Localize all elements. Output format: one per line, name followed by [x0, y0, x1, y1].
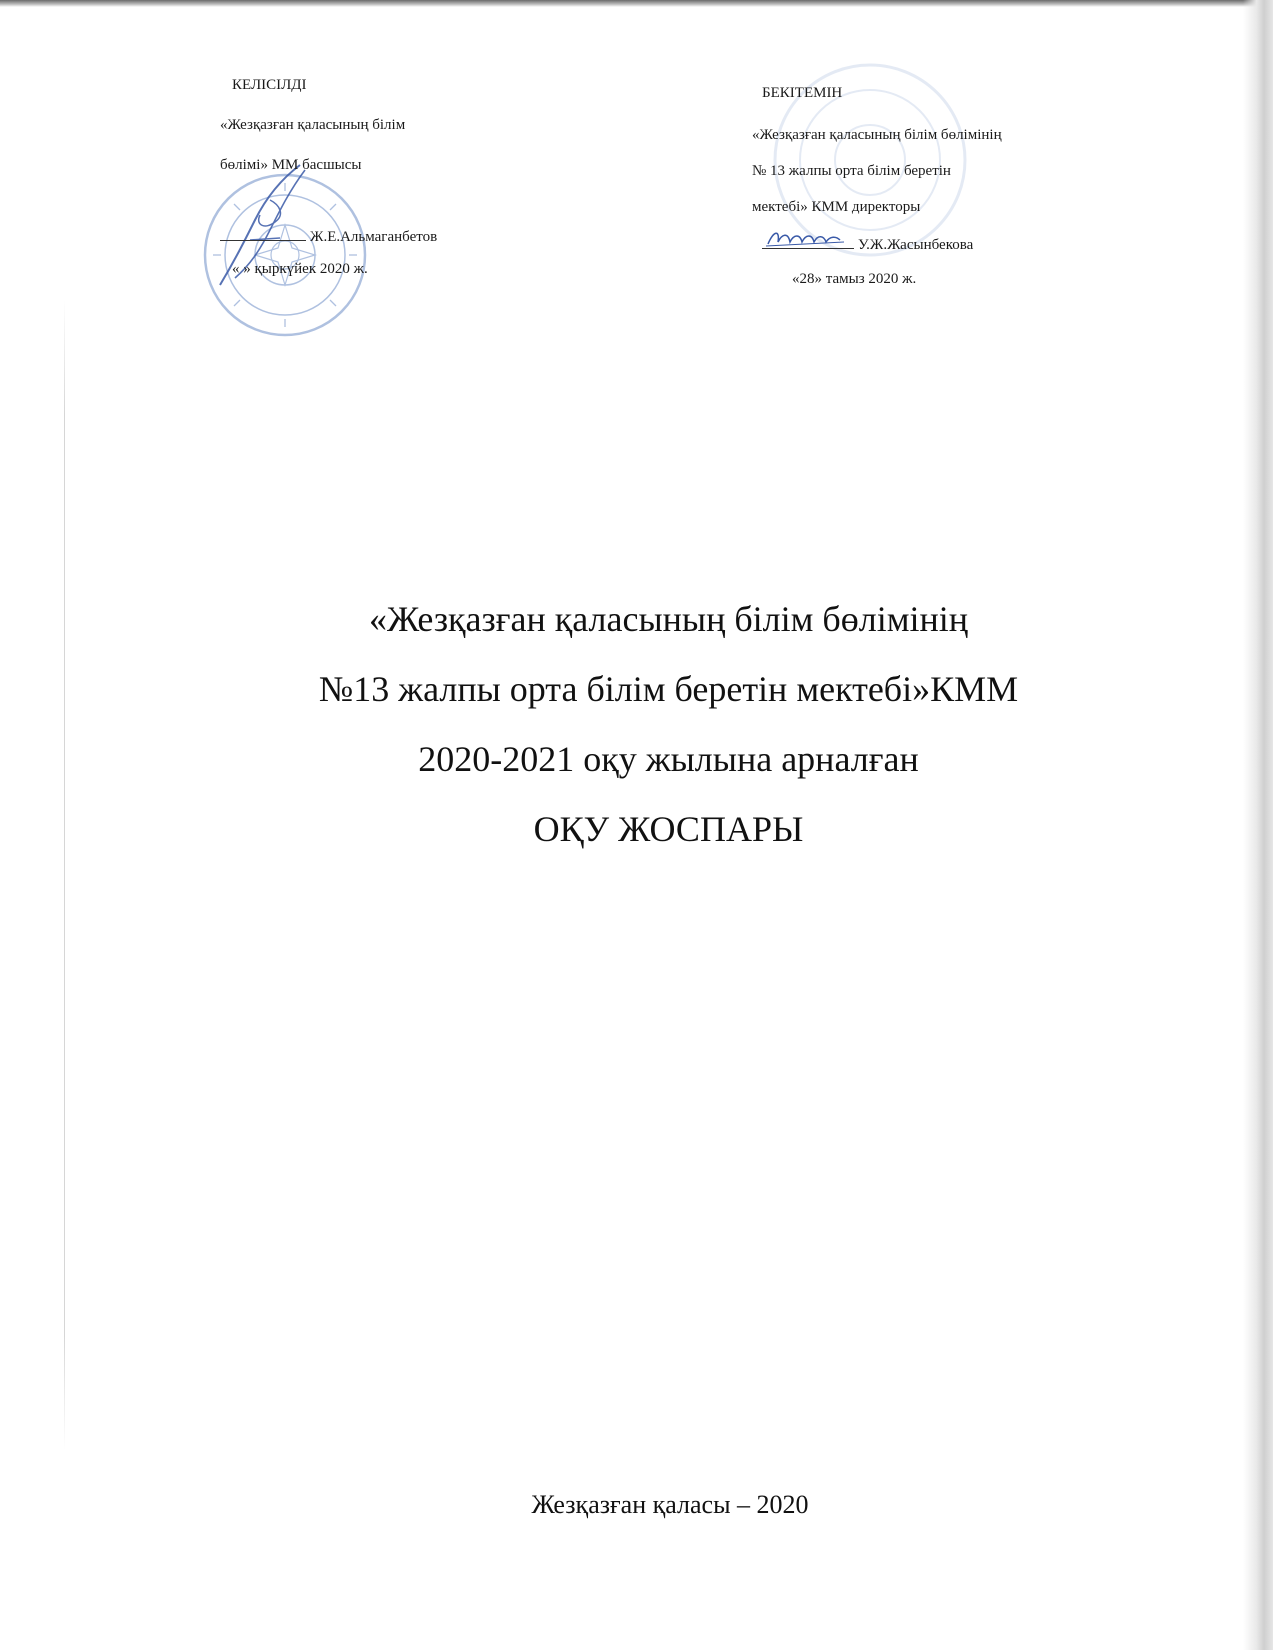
footer-city-year: Жезқазған қаласы – 2020: [531, 1490, 809, 1519]
approved-signatory: У.Ж.Жасынбекова: [858, 237, 974, 253]
scan-top-edge: [0, 0, 1273, 7]
title-line-4: ОҚУ ЖОСПАРЫ: [533, 809, 804, 849]
agreed-signatory: Ж.Е.Альмаганбетов: [310, 229, 438, 245]
approved-signatory-line: [762, 236, 973, 253]
approved-date: «28» тамыз 2020 ж.: [792, 271, 917, 287]
approved-org-line2: № 13 жалпы орта білім беретін: [752, 163, 951, 179]
title-line-3: 2020-2021 оқу жылына арналған: [418, 739, 919, 779]
agreed-org-line1: «Жезқазған қаласының білім: [220, 117, 406, 133]
title-line-1: «Жезқазған қаласының білім бөлімінің: [368, 599, 969, 639]
agreed-org-line2: бөлімі» ММ басшысы: [220, 157, 362, 173]
agreed-heading: КЕЛІСІЛДІ: [232, 77, 307, 93]
agreed-date: « » қыркүйек 2020 ж.: [232, 261, 368, 277]
approved-org-line3: мектебі» КММ директоры: [752, 199, 921, 215]
signature-underline-right: [762, 236, 854, 249]
signature-underline: [220, 228, 306, 241]
agreed-signatory-line: [220, 228, 437, 245]
approved-heading: БЕКІТЕМІН: [762, 85, 843, 101]
scan-left-crease: [64, 300, 65, 1450]
signature-right: [764, 228, 854, 250]
approved-org-line1: «Жезқазған қаласының білім бөлімінің: [752, 127, 1002, 143]
title-line-2: №13 жалпы орта білім беретін мектебі»КММ: [318, 669, 1019, 709]
